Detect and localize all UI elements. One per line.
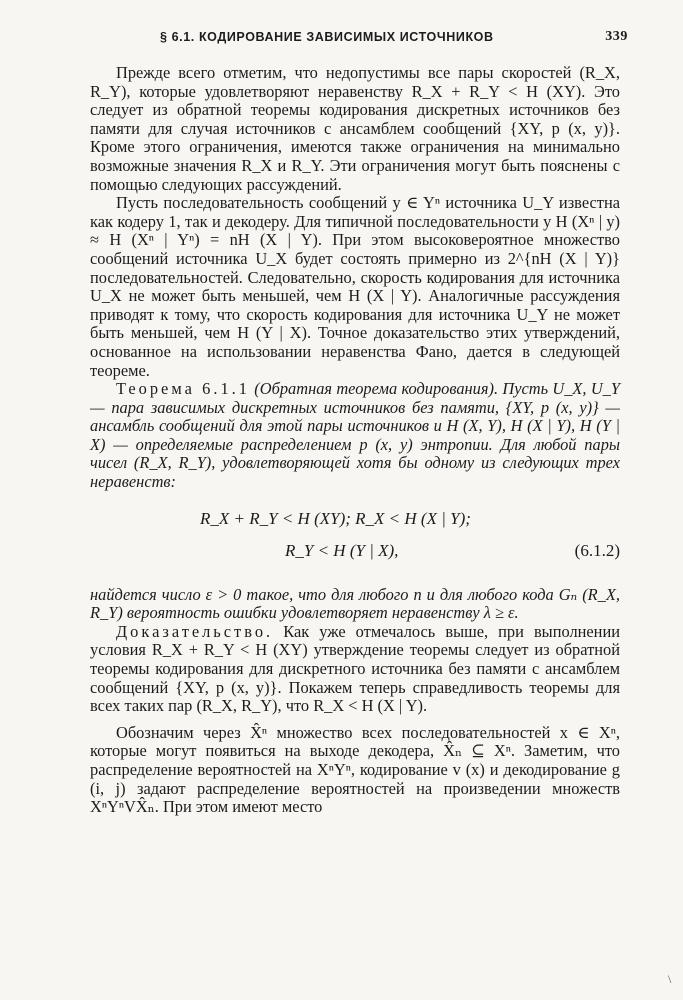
paragraph-2: Пусть последовательность сообщений y ∈ Yⁿ источника U_Y известна как кодеру 1, так и декодеру. Для типичной последовательности y H (Xⁿ | y) ≈ H (Xⁿ | Yⁿ) = nH (X | Y). При этом высоковероятное множество сообщений источника U_X будет состоять примерно из 2^{nH (X | Y)} последовательностей. Следовательно, скорость кодирования для источника U_X не может быть меньшей, чем H (X | Y). Аналогичные рассуждения приводят к тому, что скорость кодирования для источника U_Y не может быть меньшей, чем H (Y | X). Точное доказательство этих утверждений, основанное на использовании неравенства Фано, дается в следующей теореме. [90,193,620,380]
page-number: 339 [605,29,628,44]
proof [90,623,620,716]
corner-mark: \ [668,972,672,986]
paragraph-1: Прежде всего отметим, что недопустимы все пары скоростей (R_X, R_Y), которые удовлетворяют неравенству R_X + R_Y < H (XY). Это следует из обратной теоремы кодирования дискретных источников без памяти для случая источников с ансамблем сообщений {XY, p (x, y)}. Кроме этого ограничения, имеются также ограничения на минимально возможные значения R_X и R_Y. Эти ограничения могут быть пояснены с помощью следующих рассуждений. [90,63,620,194]
theorem-conclusion: найдется число ε > 0 такое, что для любого n и для любого кода Gₙ (R_X, R_Y) вероятность ошибки удовлетворяет неравенству λ ≥ ε. [90,584,620,623]
proof-text: Как уже отмечалось выше, при выполнении условия R_X + R_Y < H (XY) утверждение теоремы следует из обратной теоремы кодирования для дискретного источника без памяти с ансамблем сообщений {XY, p (x, y)}. Покажем теперь справедливость теоремы для всех таких пар (R_X, R_Y), что R_X < H (X | Y). [90,621,620,716]
theorem-statement: Пусть U_X, U_Y — пара зависимых дискретных источников без памяти, {XY, p (x, y)} — ансамбль сообщений для этой пары источников и H (X, Y), H (X | Y), H (Y | X) — определяемые распределением p (x, y) энтропии. Для любой пары чисел (R_X, R_Y), удовлетворяющей хотя бы одному из следующих трех неравенств: [90,379,620,492]
formula-number: (6.1.2) [574,540,620,560]
paragraph-last: Обозначим через X̂ⁿ множество всех последовательностей x ∈ Xⁿ, которые могут появиться на выходе декодера, X̂ₙ ⊆ Xⁿ. Заметим, что распределение вероятностей на XⁿYⁿ, кодирование v (x) и декодирование g (i, j) задают распределение вероятностей на произведении множеств XⁿYⁿVX̂ₙ. При этом имеют место [90,722,620,817]
formula-line-2: R_Y < H (Y | X), [285,540,399,560]
theorem-name: (Обратная теорема кодирования). [254,379,499,399]
page-body [90,64,620,817]
theorem-label: Теорема 6.1.1 [116,379,250,399]
formula-line-1: R_X + R_Y < H (XY); R_X < H (X | Y); [200,508,471,528]
theorem [90,380,620,492]
formula-6-1-2 [90,506,620,574]
proof-label: Доказательство. [116,621,274,641]
section-title: § 6.1. КОДИРОВАНИЕ ЗАВИСИМЫХ ИСТОЧНИКОВ [160,30,494,44]
